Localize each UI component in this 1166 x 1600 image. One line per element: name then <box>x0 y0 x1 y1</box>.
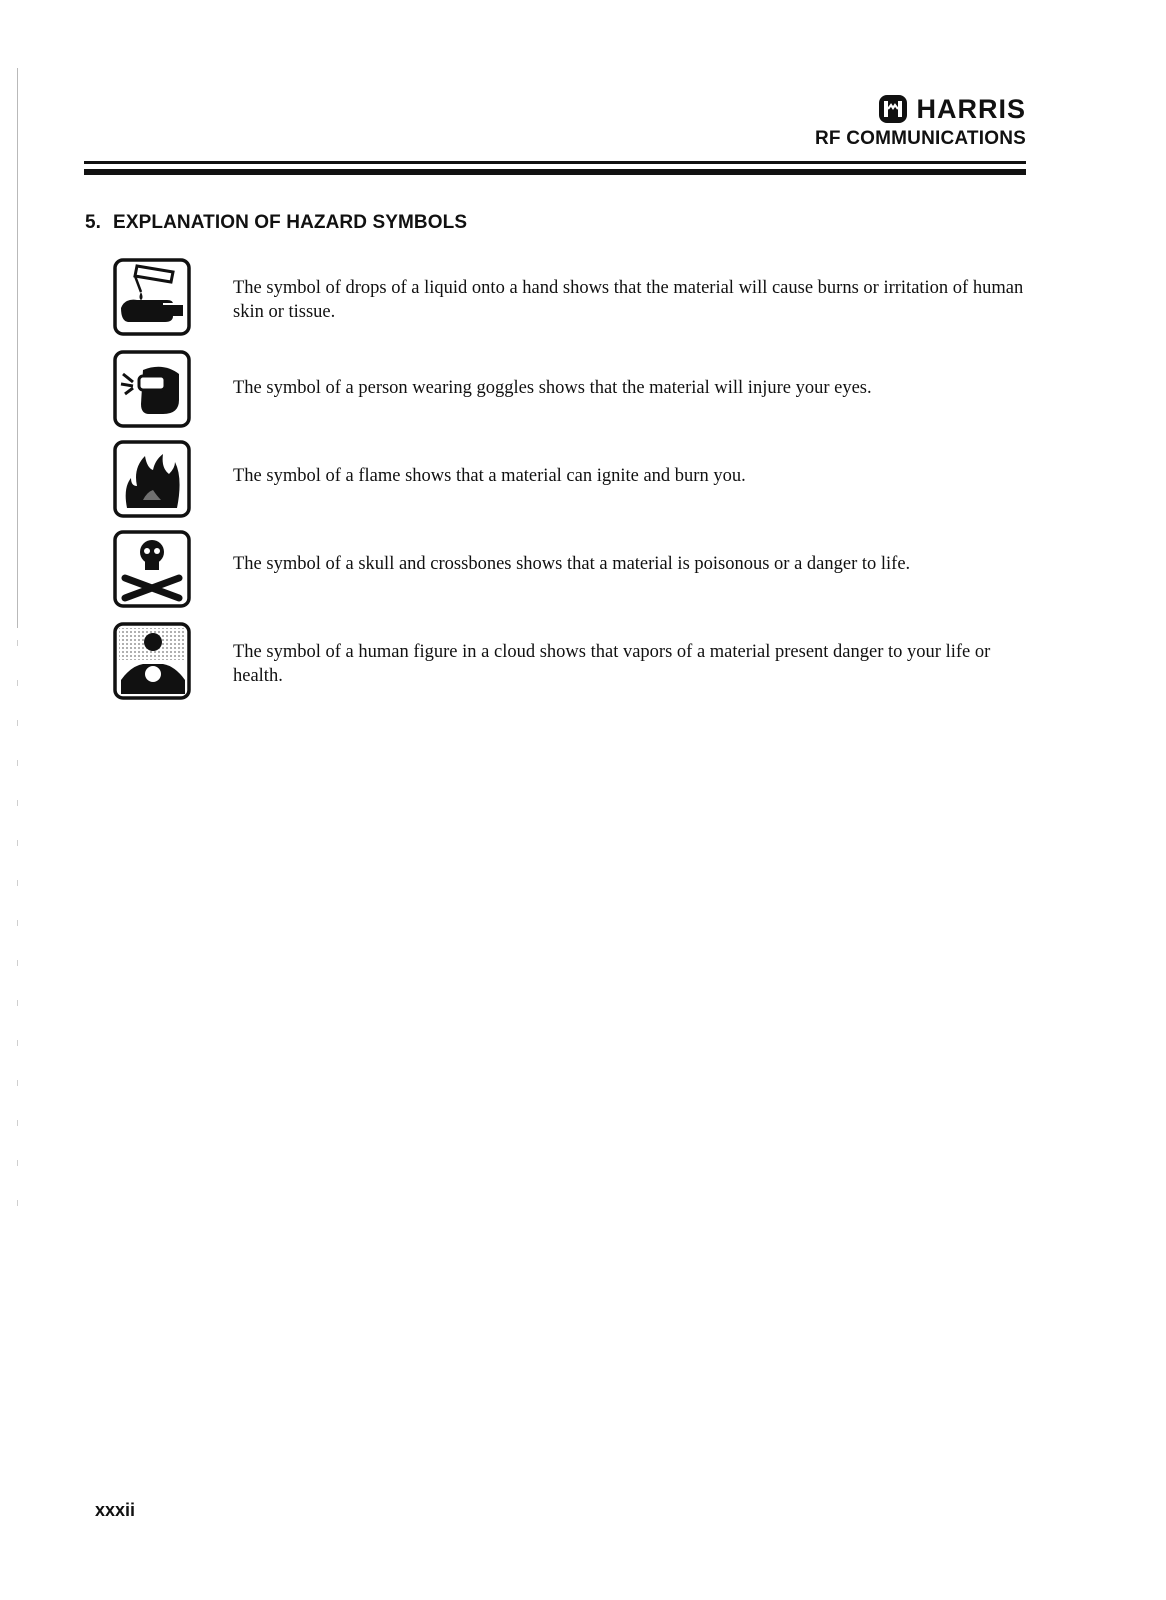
logo-name: HARRIS <box>916 94 1026 124</box>
symbol-description: The symbol of drops of a liquid onto a hand shows that the material will cause burns or irritation of human skin or tissue. <box>233 278 1024 322</box>
section-number: 5. <box>85 212 102 233</box>
corrosive-hand-icon <box>113 258 191 336</box>
harris-logo-mark-icon <box>878 94 908 124</box>
skull-crossbones-icon <box>113 530 191 608</box>
header-rule-thick <box>84 169 1026 175</box>
flame-icon <box>113 440 191 518</box>
symbol-description: The symbol of a human figure in a cloud shows that vapors of a material present danger to your life or health. <box>233 642 991 686</box>
symbol-description: The symbol of a person wearing goggles shows that the material will injure your eyes. <box>233 378 872 398</box>
goggles-person-icon <box>113 350 191 428</box>
scan-edge-marks <box>17 640 18 1240</box>
symbol-description: The symbol of a flame shows that a material can ignite and burn you. <box>233 466 746 486</box>
scan-edge-line <box>17 68 18 628</box>
company-logo <box>815 94 1026 150</box>
logo-subtitle: RF COMMUNICATIONS <box>815 128 1026 149</box>
section-heading <box>85 212 467 234</box>
page-number: xxxii <box>95 1500 136 1520</box>
vapor-cloud-person-icon <box>113 622 191 700</box>
header-rule-thin <box>84 161 1026 164</box>
symbol-description: The symbol of a skull and crossbones shows that a material is poisonous or a danger to life. <box>233 554 911 574</box>
section-title: EXPLANATION OF HAZARD SYMBOLS <box>113 212 468 233</box>
